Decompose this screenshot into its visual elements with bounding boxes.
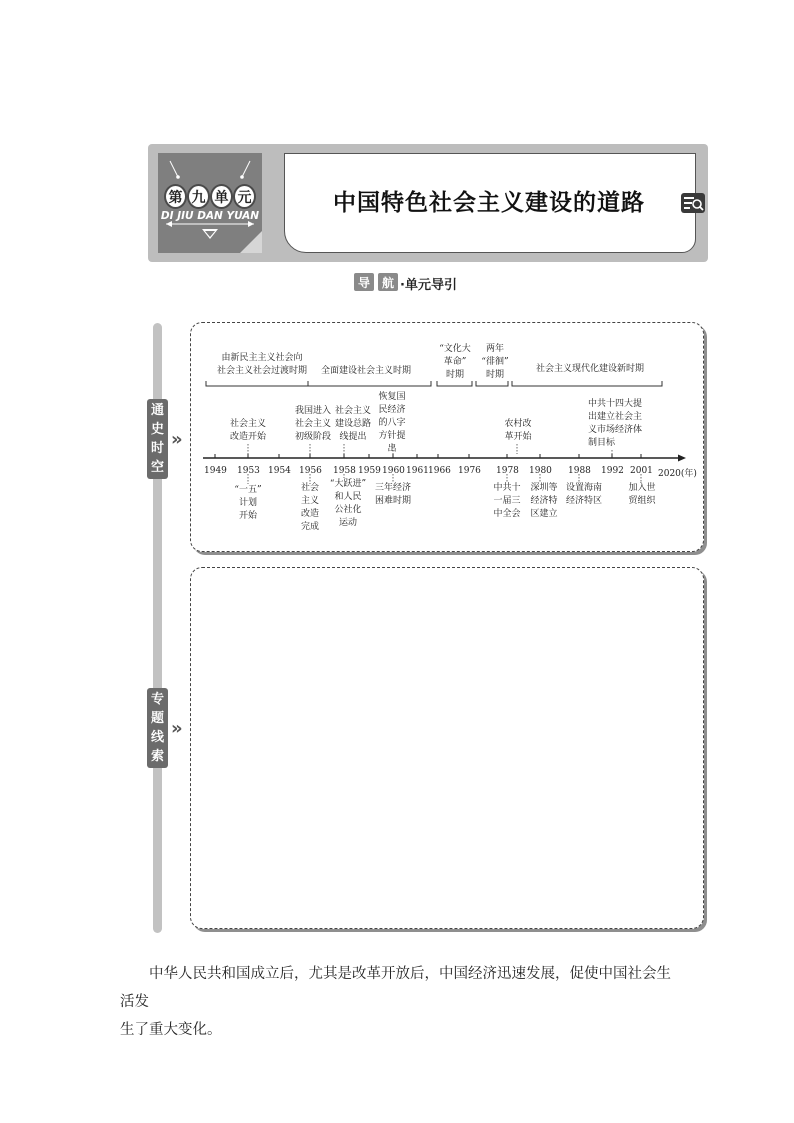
event-above	[331, 405, 375, 444]
year-label: 1966	[428, 466, 451, 476]
year-label: 1954	[268, 466, 291, 476]
year-label: 2001	[630, 466, 653, 476]
text-line: 社会主义	[334, 406, 371, 416]
paragraph-line: 中华人民共和国成立后，尤其是改革开放后，中国经济迅速发展，促使中国社会生活发	[120, 966, 671, 1010]
label-char: 空	[150, 460, 164, 475]
text-line: 全面建设社会主义时期	[320, 366, 411, 376]
topic-label	[147, 688, 168, 768]
unit-char: 单	[210, 184, 233, 209]
year-label: 1980	[529, 466, 552, 476]
event-above	[291, 405, 335, 444]
text-line: 时期	[485, 370, 504, 380]
unit-char: 九	[187, 184, 210, 209]
label-char: 题	[150, 711, 164, 726]
year-label: 1958	[333, 466, 356, 476]
text-line: “徘徊”	[481, 357, 509, 367]
period-label	[310, 365, 422, 378]
event-below	[562, 482, 606, 508]
text-line: 改造开始	[229, 432, 266, 442]
year-label: 1976	[458, 466, 481, 476]
text-line: 农村改	[504, 419, 532, 429]
text-line: 完成	[300, 522, 319, 532]
text-line: 建设总路	[334, 419, 371, 429]
guide-badge: 导	[354, 273, 374, 291]
text-line: 方针提	[378, 431, 406, 441]
unit-title: 中国特色社会主义建设的道路	[333, 190, 645, 216]
text-line: 社会主义社会过渡时期	[216, 366, 307, 376]
year-label: 1988	[568, 466, 591, 476]
text-line: 主义	[300, 496, 319, 506]
text-line: 中全会	[493, 509, 521, 519]
text-line: 线提出	[339, 432, 367, 442]
period-label	[206, 352, 318, 378]
year-label: 2020(年)	[658, 469, 697, 479]
label-char: 线	[150, 730, 164, 745]
text-line: 义市场经济体	[588, 425, 643, 435]
unit-pinyin: DI JIU DAN YUAN	[160, 210, 260, 222]
text-line: 三年经济	[374, 483, 411, 493]
text-line: 两年	[485, 344, 504, 354]
text-line: 困难时期	[374, 496, 411, 506]
text-line: 革命”	[443, 357, 467, 367]
text-line: 中共十	[493, 483, 521, 493]
topic-clues-box	[190, 567, 704, 929]
label-char: 通	[150, 403, 164, 418]
text-line: 公社化	[334, 505, 362, 515]
year-label: 1953	[237, 466, 260, 476]
text-line: “一五”	[234, 485, 262, 495]
text-line: 开始	[238, 511, 257, 521]
text-line: 和人民	[334, 492, 362, 502]
text-line: 社会主义	[294, 419, 331, 429]
text-line: 初级阶段	[294, 432, 331, 442]
year-label: 1992	[601, 466, 624, 476]
year-label: 1956	[299, 466, 322, 476]
text-line: 深圳等	[530, 483, 558, 493]
event-above	[224, 418, 272, 444]
text-line: 革开始	[504, 432, 532, 442]
text-line: 社会主义现代化建设新时期	[535, 364, 644, 374]
text-line: 设置海南	[565, 483, 602, 493]
event-above	[498, 418, 538, 444]
text-line: 制目标	[588, 438, 616, 448]
text-line: 一届三	[493, 496, 521, 506]
text-line: 加入世	[628, 483, 656, 493]
year-label: 1960	[382, 466, 405, 476]
text-line: 中共十四大提	[588, 399, 643, 409]
text-line: 我国进入	[294, 406, 331, 416]
text-line: 改造	[300, 509, 319, 519]
text-line: 由新民主主义社会向	[221, 353, 303, 363]
text-line: 出建立社会主	[588, 412, 643, 422]
year-label: 1978	[496, 466, 519, 476]
unit-char: 元	[233, 184, 256, 209]
intro-paragraph	[120, 960, 680, 1044]
unit-char: 第	[164, 184, 187, 209]
text-line: 经济特区	[565, 496, 602, 506]
label-char: 索	[150, 749, 164, 764]
text-line: 计划	[238, 498, 257, 508]
event-below	[624, 482, 660, 508]
label-char: 时	[150, 441, 164, 456]
event-below	[370, 482, 416, 508]
event-below	[526, 482, 562, 521]
text-line: 社会主义	[229, 419, 266, 429]
text-line: 贸组织	[628, 496, 656, 506]
text-line: 恢复国	[378, 392, 406, 402]
text-line: 区建立	[530, 509, 558, 519]
period-label	[470, 343, 520, 382]
text-line: 运动	[338, 518, 357, 528]
chevron-right-icon: »	[171, 429, 183, 450]
subheader-title: ·单元导引	[400, 278, 457, 293]
text-line: 的八字	[378, 418, 406, 428]
paragraph-line: 生了重大变化。	[120, 1022, 222, 1038]
event-below	[325, 478, 371, 530]
text-line: 时期	[445, 370, 464, 380]
event-above	[588, 398, 650, 450]
text-line: “文化大	[439, 344, 471, 354]
text-line: 民经济	[378, 405, 406, 415]
year-label: 1949	[204, 466, 227, 476]
event-below	[226, 484, 270, 523]
year-label: 1959	[358, 466, 381, 476]
label-char: 专	[150, 692, 164, 707]
text-line: “大跃进”	[329, 479, 367, 489]
text-line: 经济特	[530, 496, 558, 506]
text-line: 出	[387, 444, 397, 454]
label-char: 史	[150, 422, 164, 437]
event-below	[296, 482, 324, 534]
year-label: 1961	[406, 466, 429, 476]
period-label	[520, 363, 660, 376]
text-line: 社会	[300, 483, 319, 493]
event-below	[489, 482, 525, 521]
event-above	[376, 391, 408, 456]
guide-badge: 航	[378, 273, 398, 291]
chevron-right-icon: »	[171, 718, 183, 739]
